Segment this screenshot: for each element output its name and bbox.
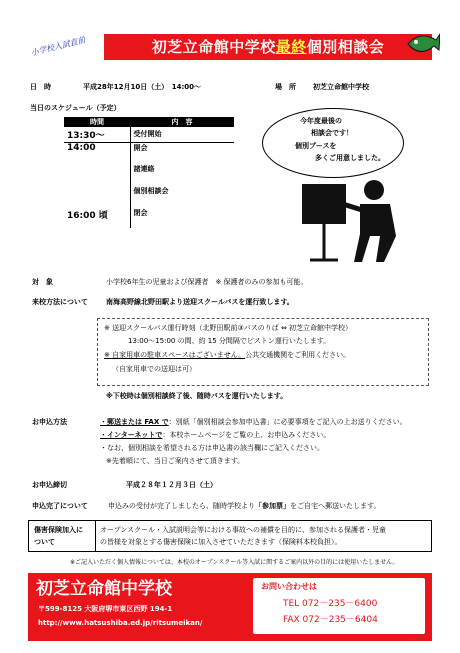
contact-tel: TEL 072－235－6400 — [283, 599, 378, 609]
insurance-value-1: オープンスクール・入試説明会等における事故への補償を目的に、参加される保護者・児童 — [100, 526, 387, 534]
insurance-divider — [95, 520, 96, 552]
fish-illustration-icon — [406, 26, 440, 62]
footer-address: 〒599-8125 大阪府堺市東区西野 194-1 — [38, 605, 173, 613]
bubble-line-4: 多くご用意しました。 — [315, 154, 385, 162]
transport-value: 南海高野線北野田駅より送迎スクールバスを運行致します。 — [106, 298, 294, 306]
apply-line-1: ・郵送または FAX で：別紙「個別相談会参加申込書」に必要事項をご記入の上お送りください。 — [100, 418, 407, 426]
bus-info-line-1: ※ 送迎スクールバス運行時刻（北野田駅前③バスのりば ⇔ 初芝立命館中学校） — [104, 324, 353, 332]
target-label: 対 象 — [32, 278, 53, 286]
deadline-label: お申込締切 — [32, 481, 67, 489]
apply-label: お申込方法 — [32, 418, 67, 426]
apply-line-4: ※先着順にて、当日ご案内させて頂きます。 — [106, 457, 245, 465]
bus-return-note: ※下校時は個別相談終了後、随時バスを運行いたします。 — [106, 392, 288, 400]
apply-line-2: ・インターネットで：本校ホームページをご覧の上、お申込みください。 — [100, 431, 331, 439]
place-value: 初芝立命館中学校 — [313, 83, 369, 91]
schedule-label: 当日のスケジュール（予定） — [30, 104, 121, 112]
privacy-note: ※ご記入いただく個人情報については、本校のオープンスクール等入試に関するご案内以外の目的には使用いたしません。 — [70, 559, 399, 566]
schedule-header-content: 内 容 — [130, 117, 234, 127]
footer-banner — [28, 573, 432, 641]
date-label: 日 時 — [30, 83, 51, 91]
title-banner — [104, 34, 432, 60]
schedule-header-time: 時間 — [64, 117, 130, 127]
bubble-line-2: 相談会です！ — [311, 129, 353, 137]
header-side-text: 小学校入試直前 — [29, 35, 87, 58]
contact-title: お問い合わせは — [261, 582, 317, 591]
table-row: 14:00 開会 — [64, 142, 234, 164]
deadline-value: 平成２８年１２月３日（土） — [126, 481, 217, 489]
footer-school-name: 初芝立命館中学校 — [36, 579, 172, 599]
bus-info-line-3: ※ 自家用車の駐車スペースはございません。公共交通機関をご利用ください。 — [104, 351, 351, 359]
table-row: 諸連絡 — [64, 164, 234, 186]
apply-line-3: ・なお、個別相談を希望される方は申込書の該当欄にご記入ください。 — [100, 444, 324, 452]
contact-box — [253, 578, 425, 634]
table-row: 16:00 頃 閉会 — [64, 208, 234, 228]
title-highlight: 最終 — [275, 38, 307, 56]
ticket-label: 申込完了について — [32, 502, 88, 510]
schedule-table — [64, 117, 234, 228]
ticket-value: 申込みの受付が完了しましたら、随時学校より「参加票」をご自宅へ郵送いたします。 — [108, 502, 381, 510]
bus-info-line-2: 13:00～15:00 の間、約 15 分間隔でピストン運行いたします。 — [128, 337, 331, 345]
table-row: 13:30～ 受付開始 — [64, 127, 234, 142]
place-label: 場 所 — [275, 83, 296, 91]
bubble-line-3: 個別ブースを — [295, 142, 337, 150]
insurance-value-2: の皆様を対象とする傷害保険に加入させていただきます（保険料本校負担）。 — [100, 538, 342, 546]
insurance-label-2: ついて — [34, 538, 55, 546]
presenter-illustration-icon — [300, 176, 410, 264]
page-title: 初芝立命館中学校最終個別相談会 — [151, 38, 385, 56]
insurance-label-1: 傷害保険加入に — [34, 526, 83, 534]
target-value: 小学校6年生の児童および保護者 ※ 保護者のみの参加も可能。 — [106, 278, 308, 286]
date-value: 平成28年12月10日（土） 14:00～ — [83, 83, 202, 91]
table-row: 個別相談会 — [64, 186, 234, 208]
transport-label: 来校方法について — [32, 298, 88, 306]
footer-url[interactable]: http://www.hatsushiba.ed.jp/ritsumeikan/ — [38, 619, 203, 627]
bus-info-line-4: （自家用車での送迎は可） — [112, 365, 196, 373]
contact-fax: FAX 072－235－6404 — [283, 615, 378, 625]
insurance-box — [28, 520, 432, 552]
bubble-line-1: 今年度最後の — [300, 117, 342, 125]
